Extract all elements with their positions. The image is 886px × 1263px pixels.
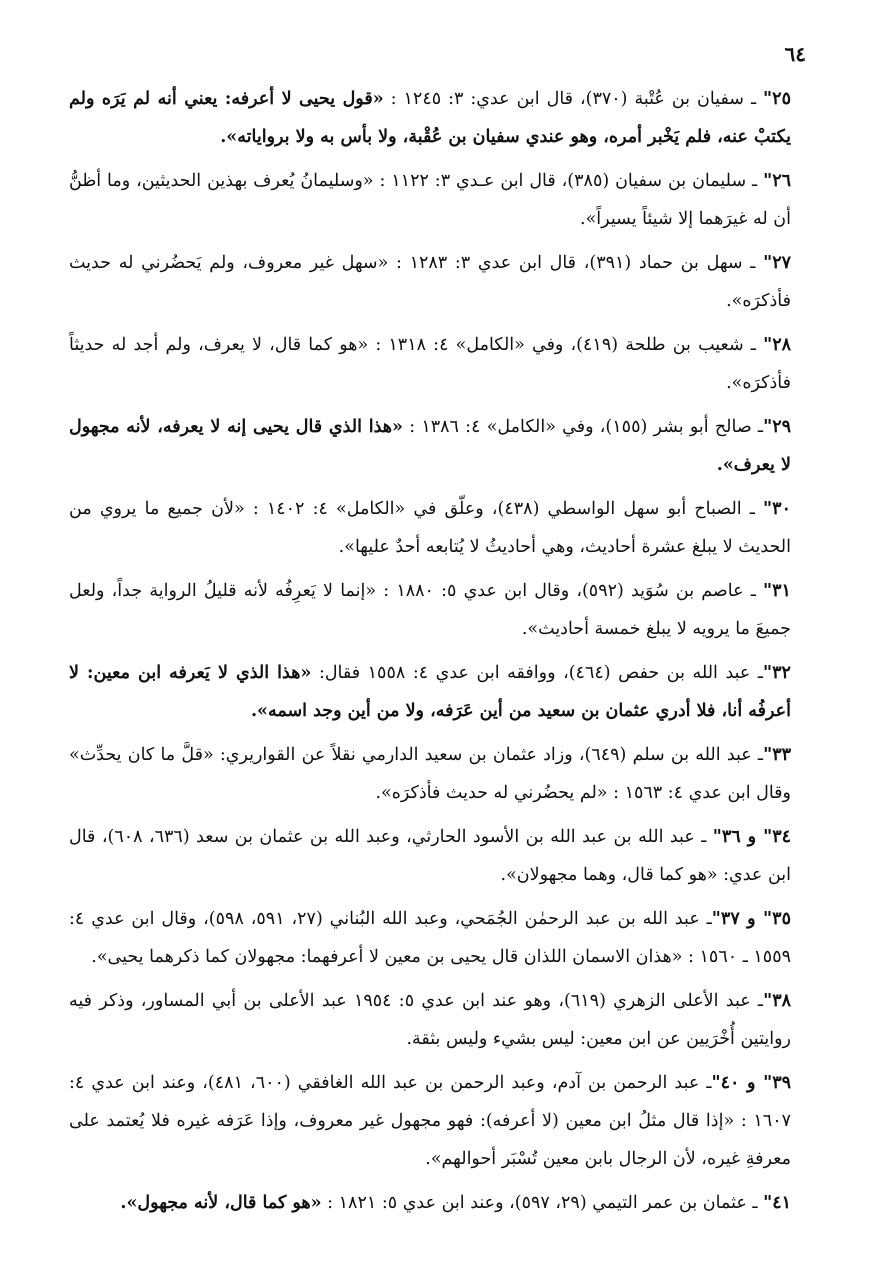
entry-38 [69,982,791,1058]
entry-35-37 [69,900,791,976]
entry-text: ـ سليمان بن سفيان (٣٨٥)، قال ابن عـدي ٣: ١١٢٢ : [379,171,764,191]
entry-number: ٣١" [763,581,791,601]
entry-number: ٢٦" [763,171,791,191]
entry-text: ـ سفيان بن عُتْبة (٣٧٠)، قال ابن عدي: ٣: ١٢٤٥ : [390,89,764,109]
entry-26 [69,162,791,238]
entry-number: ٢٨" [763,335,791,355]
entry-quote: «إذا قال مثلُ ابن معين (لا أعرفه): فهو مجهول غير معروف، وإذا عَرَفه غيره فلا يُعتمد على معرفةِ غيره، لأن الرجال بابن معين تُسْبَر أحوالهم». [69,1111,791,1169]
entry-quote: «قول يحيى لا أعرفه: يعني أنه لم يَرَه ولم يكتبْ عنه، فلم يَخْبر أمره، وهو عندي سفيان بن عُقْبة، ولا بأس به ولا برواياته». [69,89,791,147]
entry-number: ٢٧" [763,253,791,273]
entry-number: ٣٠" [763,499,791,519]
entry-number: ٣٩" و ٤٠" [711,1073,792,1093]
entry-number: ٣٤" و ٣٦" [712,827,792,847]
entry-28 [69,326,791,402]
entry-number: ٢٩" [763,417,791,437]
entry-33 [69,736,791,812]
entry-number: ٢٥" [763,89,791,109]
entry-quote: «هو كما قال، وهما مجهولان». [500,865,718,885]
entry-27 [69,244,791,320]
entry-number: ٣٢" [763,663,791,683]
entry-text: ـ عثمان بن عمر التيمي (٢٩، ٥٩٧)، وعند ابن عدي ٥: ١٨٢١ : [327,1193,764,1213]
entry-text: ـ عبد الله بن سلم (٦٤٩)، وزاد عثمان بن سعيد الدارمي نقلاً عن القواريري: «قلَّ ما كان يحدِّث» وقال ابن عدي ٤: ١٥٦٣ : [69,745,791,803]
entry-quote: «وسليمانُ يُعرف بهذين الحديثين، وما أظنُّ أن له غيرَهما إلا شيئاً يسيراً». [69,171,791,229]
entries-list [69,80,791,1228]
entry-text: ـ الصباح أبو سهل الواسطي (٤٣٨)، وعلّق في «الكامل» ٤: ١٤٠٢ : [252,499,764,519]
entry-quote: «سهل غير معروف، ولم يَحضُرني له حديث فأذكرَه». [69,253,791,311]
entry-quote: «هذا الذي لا يَعرفه ابن معين: لا أعرفُه أنا، فلا أدري عثمان بن سعيد من أين عَرَفه، ولا من أين وجد اسمه». [69,663,791,721]
entry-29 [69,408,791,484]
entry-text: ـ عبد الرحمن بن آدم، وعبد الرحمن بن عبد الله الغافقي (٦٠٠، ٤٨١)، وعند ابن عدي ٤: ١٦٠٧ : [69,1073,791,1131]
entry-30 [69,490,791,566]
entry-text: ـ عاصم بن سُوَيد (٥٩٢)، وقال ابن عدي ٥: ١٨٨٠ : [383,581,764,601]
entry-41 [69,1184,791,1222]
entry-text: ـ عبد الله بن عبد الرحمٰن الجُمَحي، وعبد الله البُناني (٢٧، ٥٩١، ٥٩٨)، وقال ابن عدي ٤: ١٥٥٩ ـ ١٥٦٠ : [69,909,791,967]
entry-34-36 [69,818,791,894]
entry-number: ٣٣" [763,745,791,765]
entry-text: ـ سهل بن حماد (٣٩١)، قال ابن عدي ٣: ١٢٨٣ : [395,253,764,273]
entry-text: ـ شعيب بن طلحة (٤١٩)، وفي «الكامل» ٤: ١٣١٨ : [375,335,764,355]
entry-quote: «هو كما قال، لأنه مجهول». [120,1193,322,1213]
entry-number: ٣٨" [763,991,791,1011]
entry-quote: «لم يحضُرني له حديث فأذكرَه». [375,783,608,803]
entry-quote: «إنما لا يَعرِفُه لأنه قليلُ الرواية جداً، ولعل جميعَ ما يرويه لا يبلغ خمسة أحاديث». [69,581,791,639]
entry-text: ـ عبد الله بن عبد الله بن الأسود الحارثي، وعبد الله بن عثمان بن سعد (٦٣٦، ٦٠٨)، قال ابن عدي: [69,827,791,885]
entry-quote: «هذان الاسمان اللذان قال يحيى بن معين لا أعرفهما: مجهولان كما ذكرهما يحيى». [91,947,683,967]
entry-number: ٣٥" و ٣٧" [711,909,791,929]
entry-39-40 [69,1064,791,1178]
entry-quote: «لأن جميع ما يروي من الحديث لا يبلغ عشرة أحاديث، وهي أحاديثُ لا يُتابعه أحدٌ عليها». [69,499,791,557]
entry-quote: «هذا الذي قال يحيى إنه لا يعرفه، لأنه مجهول لا يعرف». [69,417,791,475]
entry-number: ٤١" [763,1193,791,1213]
entry-32 [69,654,791,730]
page-number: ٦٤ [784,42,806,66]
entry-quote: «هو كما قال، لا يعرف، ولم أجد له حديثاً فأذكرَه». [69,335,791,393]
entry-text: ـ صالح أبو بشر (١٥٥)، وفي «الكامل» ٤: ١٣٨٦ : [409,417,764,437]
entry-text: ـ عبد الله بن حفص (٤٦٤)، ووافقه ابن عدي ٤: ١٥٥٨ فقال: [318,663,764,683]
entry-quote: ليس بشيء وليس بثقة. [406,1029,575,1049]
entry-25 [69,80,791,156]
entry-31 [69,572,791,648]
entry-text: ـ عبد الأعلى الزهري (٦١٩)، وهو عند ابن عدي ٥: ١٩٥٤ عبد الأعلى بن أبي المساور، وذكر فيه روايتين أُخْرَيين عن ابن معين: [69,991,791,1049]
